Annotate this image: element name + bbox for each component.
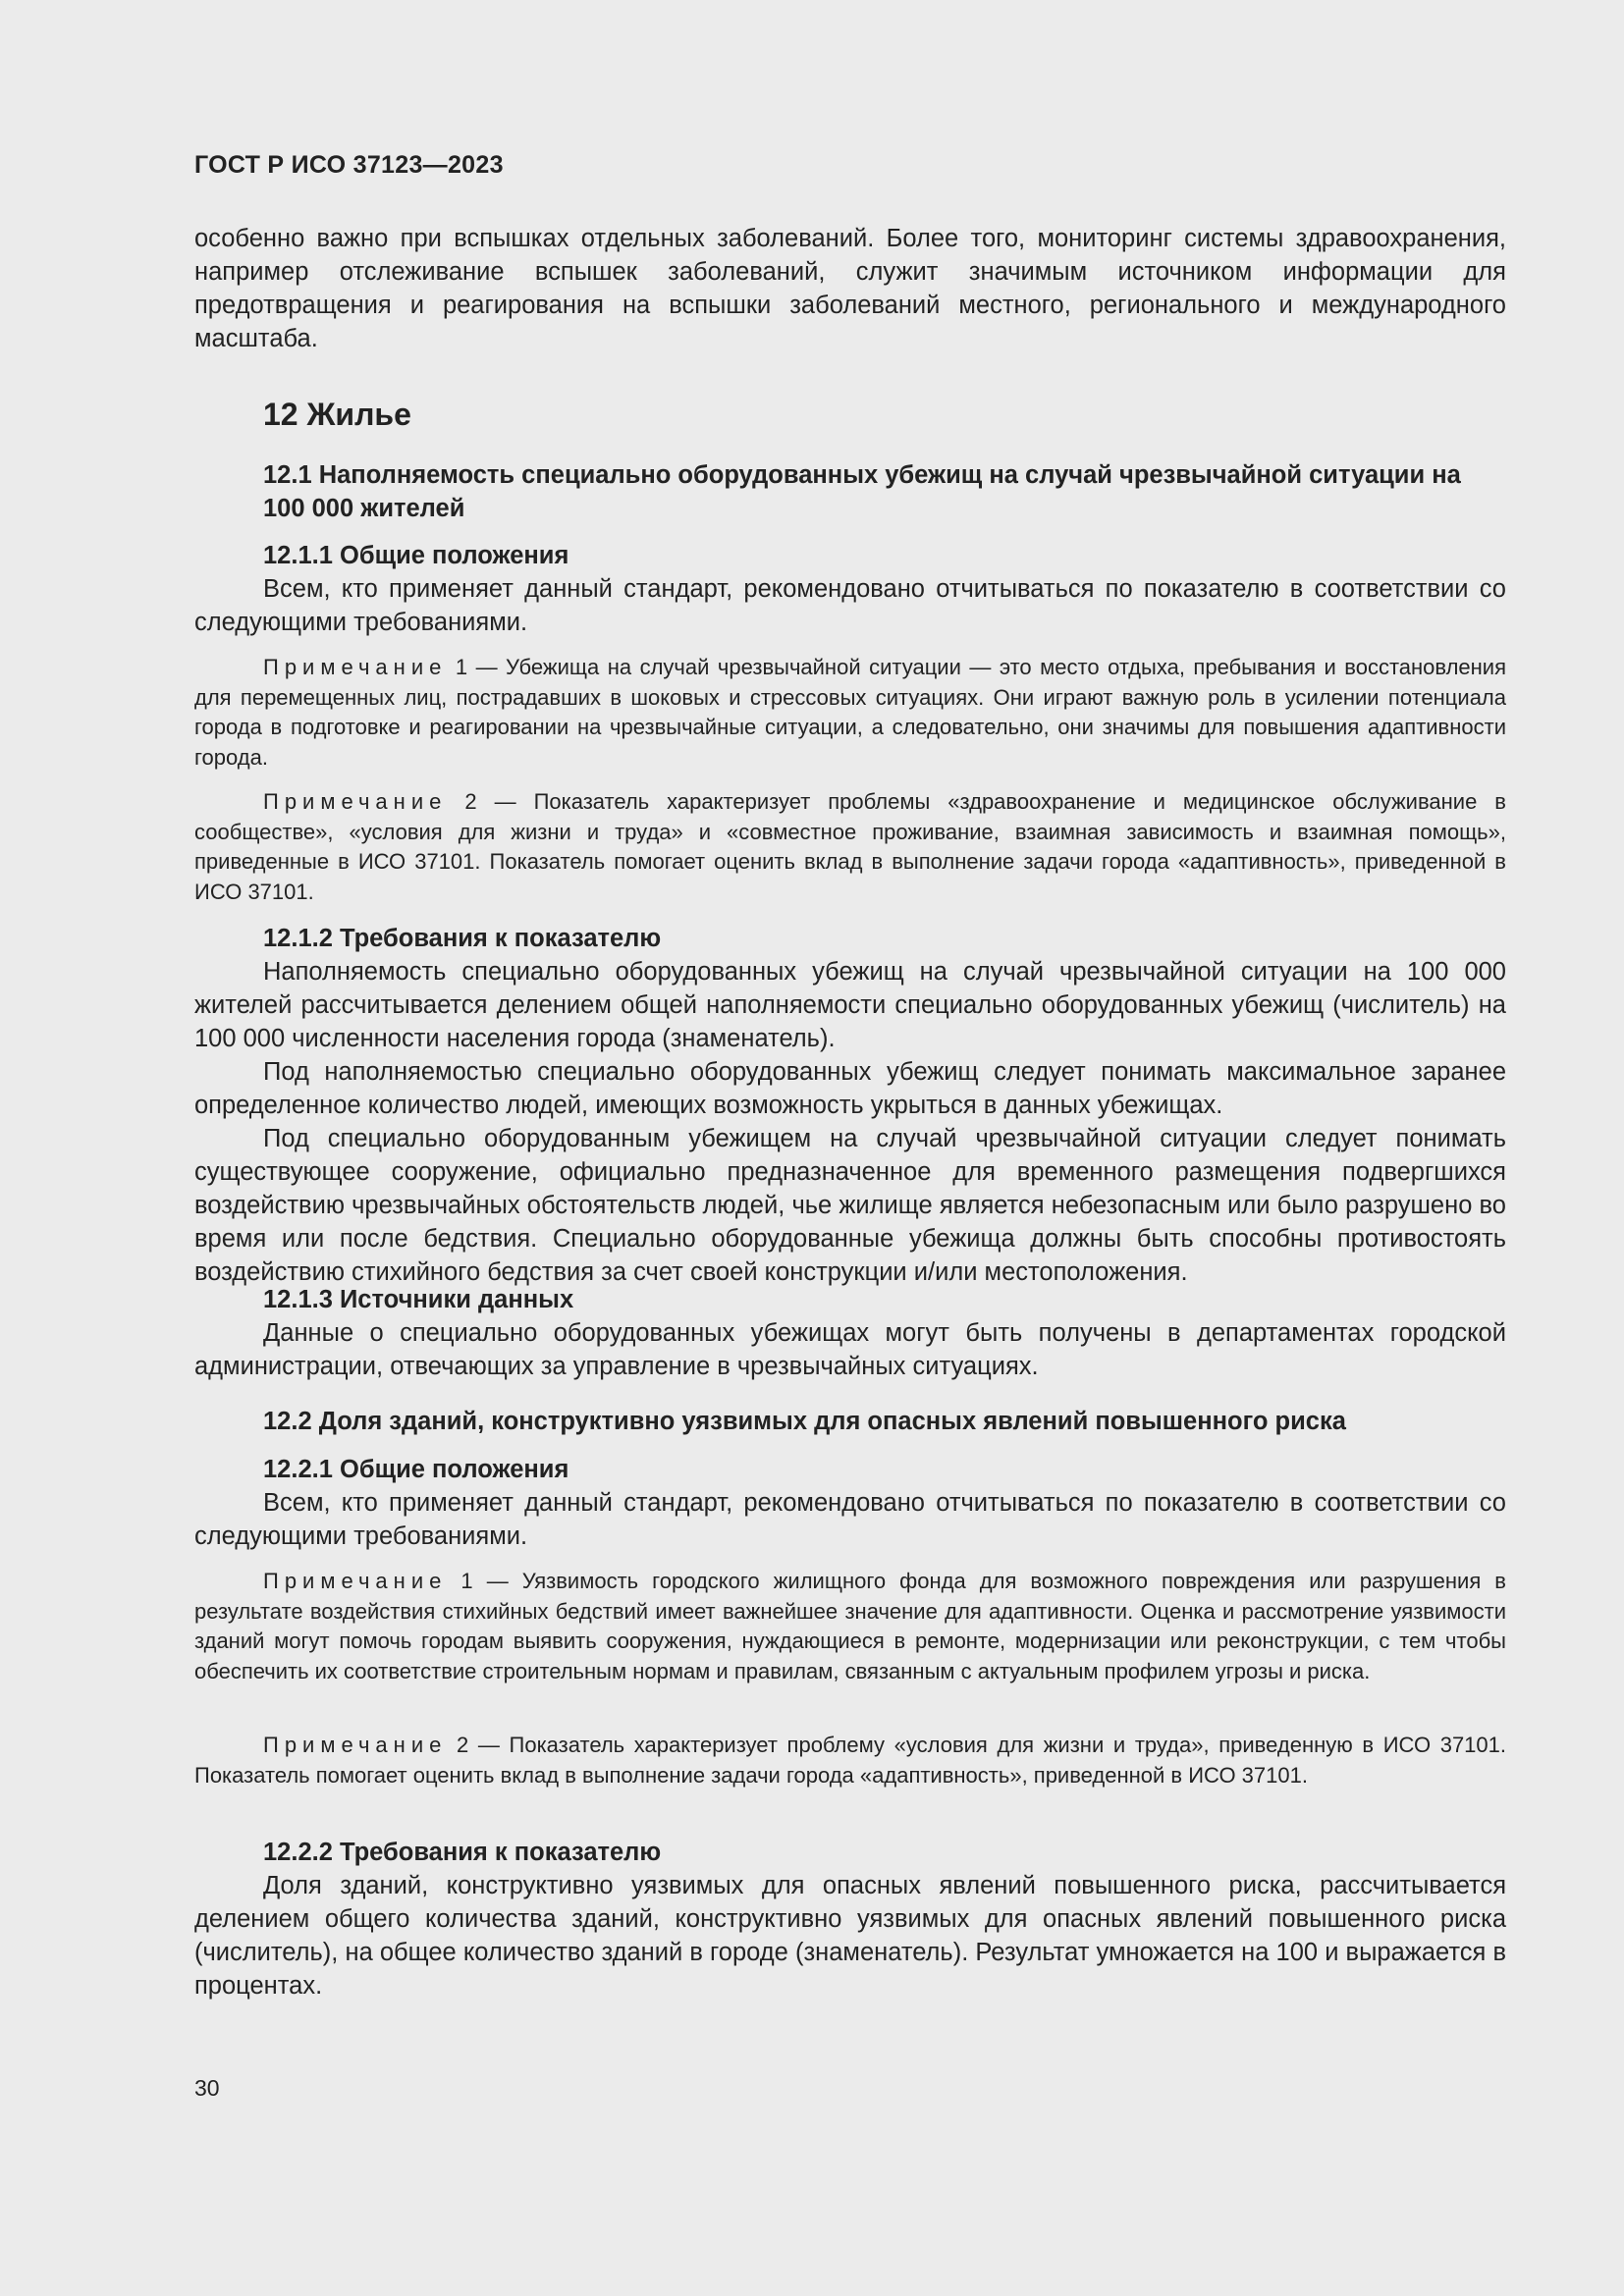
section-12-1-1-title: 12.1.1 Общие положения (263, 542, 569, 569)
section-12-2-2-p1: Доля зданий, конструктивно уязвимых для опасных явлений повышенного риска, рассчитывается делением общего количества зданий, конструктивно уязвимых для опасных явлений повышенного риска (числитель), на общее количество зданий в городе (знаменатель). Результат умножается на 100 и выражается в процентах. (194, 1872, 1506, 2000)
section-12-1-2-title: 12.1.2 Требования к показателю (263, 925, 662, 952)
section-12-1-2-p1: Наполняемость специально оборудованных убежищ на случай чрезвычайной ситуации на 100 000 жителей рассчитывается делением общей наполняемости специально оборудованных убежищ (числитель) на 100 000 численности населения города (знаменатель). (194, 958, 1506, 1052)
note-text: 1 — Уязвимость городского жилищного фонда для возможного повреждения или разрушения в результате воздействия стихийных бедствий имеет важнейшее значение для адаптивности. Оценка и рассмотрение уязвимости зданий могут помочь городам выявить сооружения, нуждающиеся в ремонте, модернизации или реконструкции, с тем чтобы обеспечить их соответствие строительным нормам и правилам, связанным с актуальным профилем угрозы и риска. (194, 1569, 1506, 1683)
intro-paragraph: особенно важно при вспышках отдельных заболеваний. Более того, мониторинг системы здравоохранения, например отслеживание вспышек заболеваний, служит значимым источником информации для предотвращения и реагирования на вспышки заболеваний местного, регионального и международного масштаба. (194, 225, 1506, 352)
section-12-1-2-p3: Под специально оборудованным убежищем на случай чрезвычайной ситуации следует понимать существующее сооружение, официально предназначенное для временного размещения подвергшихся воздействию чрезвычайных обстоятельств людей, чье жилище является небезопасным или было разрушено во время или после бедствия. Специально оборудованные убежища должны быть способны противостоять воздействию стихийного бедствия за счет своей конструкции и/или местоположения. (194, 1125, 1506, 1286)
section-12-1-3-title: 12.1.3 Источники данных (263, 1286, 574, 1313)
note-label: Примечание (263, 789, 448, 814)
note-text: 1 — Убежища на случай чрезвычайной ситуации — это место отдыха, пребывания и восстановления для перемещенных лиц, пострадавших в шоковых и стрессовых ситуациях. Они играют важную роль в усилении потенциала города в подготовке и реагировании на чрезвычайные ситуации, а следовательно, они значимы для повышения адаптивности города. (194, 655, 1506, 770)
section-12-title: 12 Жилье (263, 397, 411, 432)
note-12-2-2 (194, 1731, 1506, 1790)
section-12-1-1-text: Всем, кто применяет данный стандарт, рекомендовано отчитываться по показателю в соответствии со следующими требованиями. (194, 575, 1506, 636)
section-12-2-title: 12.2 Доля зданий, конструктивно уязвимых для опасных явлений повышенного риска (263, 1408, 1346, 1435)
section-12-1-2-p2: Под наполняемостью специально оборудованных убежищ следует понимать максимальное заранее определенное количество людей, имеющих возможность укрыться в данных убежищах. (194, 1058, 1506, 1119)
note-12-1-1 (194, 653, 1506, 773)
section-12-2-2-title: 12.2.2 Требования к показателю (263, 1839, 662, 1866)
section-12-2-1-text: Всем, кто применяет данный стандарт, рекомендовано отчитываться по показателю в соответствии со следующими требованиями. (194, 1489, 1506, 1550)
note-label: Примечание (263, 1733, 448, 1757)
note-label: Примечание (263, 1569, 448, 1593)
note-text: 2 — Показатель характеризует проблему «условия для жизни и труда», приведенную в ИСО 37101. Показатель помогает оценить вклад в выполнение задачи города «адаптивность», приведенной в ИСО 37101. (194, 1733, 1506, 1788)
note-text: 2 — Показатель характеризует проблемы «здравоохранение и медицинское обслуживание в сообществе», «условия для жизни и труда» и «совместное проживание, взаимная зависимость и взаимная помощь», приведенные в ИСО 37101. Показатель помогает оценить вклад в выполнение задачи города «адаптивность», приведенной в ИСО 37101. (194, 789, 1506, 904)
section-12-1-title: 12.1 Наполняемость специально оборудованных убежищ на случай чрезвычайной ситуации на 100 000 жителей (263, 461, 1461, 522)
section-12-2-1-title: 12.2.1 Общие положения (263, 1456, 569, 1483)
note-label: Примечание (263, 655, 448, 679)
document-header: ГОСТ Р ИСО 37123—2023 (194, 151, 504, 179)
page-number: 30 (194, 2075, 220, 2101)
section-12-1-3-text: Данные о специально оборудованных убежищах могут быть получены в департаментах городской администрации, отвечающих за управление в чрезвычайных ситуациях. (194, 1319, 1506, 1380)
note-12-1-2 (194, 787, 1506, 907)
note-12-2-1 (194, 1567, 1506, 1686)
